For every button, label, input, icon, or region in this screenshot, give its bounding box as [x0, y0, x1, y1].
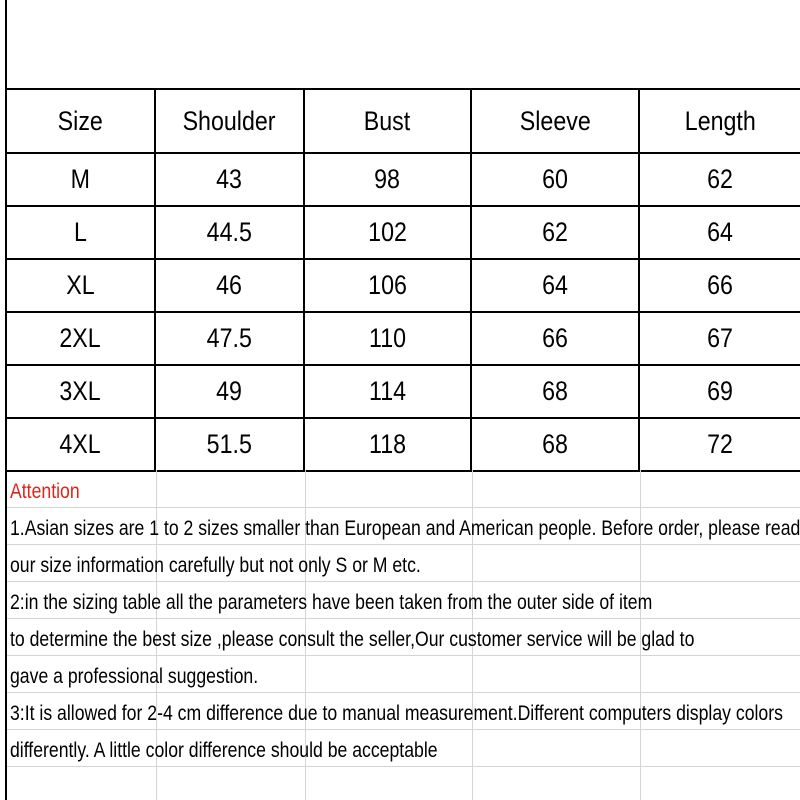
header-size: Size — [6, 89, 155, 153]
header-length: Length — [639, 89, 800, 153]
cell-bust: 118 — [304, 418, 471, 471]
note-line: 2:in the sizing table all the parameters have been taken from the outer side of item — [10, 591, 653, 614]
header-sleeve: Sleeve — [471, 89, 639, 153]
cell-size: M — [6, 153, 155, 206]
cell-shoulder: 51.5 — [155, 418, 304, 471]
note-line: 1.Asian sizes are 1 to 2 sizes smaller than European and American people. Before order, please read — [10, 517, 800, 540]
attention-label: Attention — [10, 480, 80, 503]
note-line: differently. A little color difference should be acceptable — [10, 739, 438, 762]
cell-shoulder: 47.5 — [155, 312, 304, 365]
table-row — [6, 206, 800, 259]
gridline — [7, 507, 800, 508]
cell-size: 2XL — [6, 312, 155, 365]
cell-bust: 114 — [304, 365, 471, 418]
cell-shoulder: 44.5 — [155, 206, 304, 259]
cell-sleeve: 60 — [471, 153, 639, 206]
cell-bust: 110 — [304, 312, 471, 365]
cell-shoulder: 46 — [155, 259, 304, 312]
cell-sleeve: 68 — [471, 365, 639, 418]
cell-bust: 106 — [304, 259, 471, 312]
header-shoulder: Shoulder — [155, 89, 304, 153]
size-chart-table — [5, 88, 800, 472]
header-bust: Bust — [304, 89, 471, 153]
table-row — [6, 418, 800, 471]
cell-length: 72 — [639, 418, 800, 471]
table-row — [6, 365, 800, 418]
cell-length: 67 — [639, 312, 800, 365]
table-row — [6, 153, 800, 206]
table-row — [6, 312, 800, 365]
cell-bust: 98 — [304, 153, 471, 206]
note-line: to determine the best size ,please consult the seller,Our customer service will be glad to — [10, 628, 695, 651]
note-line: gave a professional suggestion. — [10, 665, 259, 688]
cell-sleeve: 68 — [471, 418, 639, 471]
table-row — [6, 259, 800, 312]
cell-sleeve: 64 — [471, 259, 639, 312]
cell-length: 62 — [639, 153, 800, 206]
cell-size: XL — [6, 259, 155, 312]
cell-length: 64 — [639, 206, 800, 259]
cell-size: 3XL — [6, 365, 155, 418]
cell-sleeve: 62 — [471, 206, 639, 259]
note-line: our size information carefully but not only S or M etc. — [10, 554, 421, 577]
cell-shoulder: 49 — [155, 365, 304, 418]
blank-header-area — [5, 0, 800, 88]
cell-sleeve: 66 — [471, 312, 639, 365]
cell-size: L — [6, 206, 155, 259]
cell-shoulder: 43 — [155, 153, 304, 206]
cell-size: 4XL — [6, 418, 155, 471]
cell-bust: 102 — [304, 206, 471, 259]
note-line: 3:It is allowed for 2-4 cm difference due to manual measurement.Different computers display colors — [10, 702, 783, 725]
cell-length: 66 — [639, 259, 800, 312]
cell-length: 69 — [639, 365, 800, 418]
table-header-row — [6, 89, 800, 153]
notes-section — [5, 470, 800, 800]
